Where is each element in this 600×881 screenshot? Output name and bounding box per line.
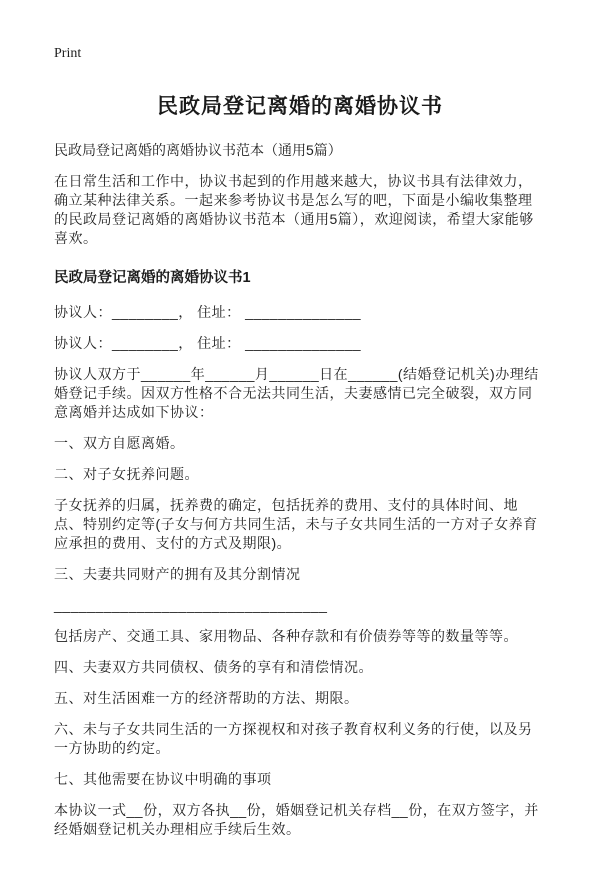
paragraph-clause-1: 一、双方自愿离婚。 xyxy=(54,435,185,451)
paragraph-clause-2: 二、对子女抚养问题。 xyxy=(54,466,199,482)
paragraph-clause-4: 四、夫妻双方共同债权、债务的享有和清偿情况。 xyxy=(54,659,373,675)
paragraph-party-line-2: 协议人：________， 住址： ______________ xyxy=(54,335,362,351)
section-heading: 民政局登记离婚的离婚协议书1 xyxy=(54,270,251,286)
paragraph-marriage-registration: 协议人双方于______年______月______日在______(结婚登记机关)办理结婚登记手续。因双方性格不合无法共同生活，夫妻感情已完全破裂，双方同意离婚并达成如下协议： xyxy=(54,366,539,420)
print-link[interactable]: Print xyxy=(54,46,82,61)
paragraph-clause-7: 七、其他需要在协议中明确的事项 xyxy=(54,771,272,787)
intro-paragraph: 在日常生活和工作中，协议书起到的作用越来越大，协议书具有法律效力，确立某种法律关系。一起来参考协议书是怎么写的吧，下面是小编收集整理的民政局登记离婚的离婚协议书范本（通用5篇），欢迎阅读，希望大家能够喜欢。 xyxy=(54,173,534,246)
paragraph-custody-detail: 子女抚养的归属，抚养费的确定，包括抚养的费用、支付的具体时间、地点、特别约定等(子女与何方共同生活，未与子女共同生活的一方对子女养育应承担的费用、支付的方式及期限)。 xyxy=(54,497,538,551)
paragraph-clause-6: 六、未与子女共同生活的一方探视权和对孩子教育权利义务的行使，以及另一方协助的约定。 xyxy=(54,721,533,756)
document-title: 民政局登记离婚的离婚协议书 xyxy=(157,95,443,118)
paragraph-clause-5: 五、对生活困难一方的经济帮助的方法、期限。 xyxy=(54,690,359,706)
blank-fill-line: _________________________________ xyxy=(54,597,328,613)
paragraph-party-line-1: 协议人：________， 住址： ______________ xyxy=(54,304,362,320)
paragraph-property-detail: 包括房产、交通工具、家用物品、各种存款和有价债券等等的数量等等。 xyxy=(54,628,518,644)
paragraph-effectiveness: 本协议一式__份，双方各执__份，婚姻登记机关存档__份，在双方签字，并经婚姻登记机关办理相应手续后生效。 xyxy=(54,802,539,837)
paragraph-clause-3: 三、夫妻共同财产的拥有及其分割情况 xyxy=(54,566,301,582)
document-subtitle: 民政局登记离婚的离婚协议书范本（通用5篇） xyxy=(54,142,342,158)
